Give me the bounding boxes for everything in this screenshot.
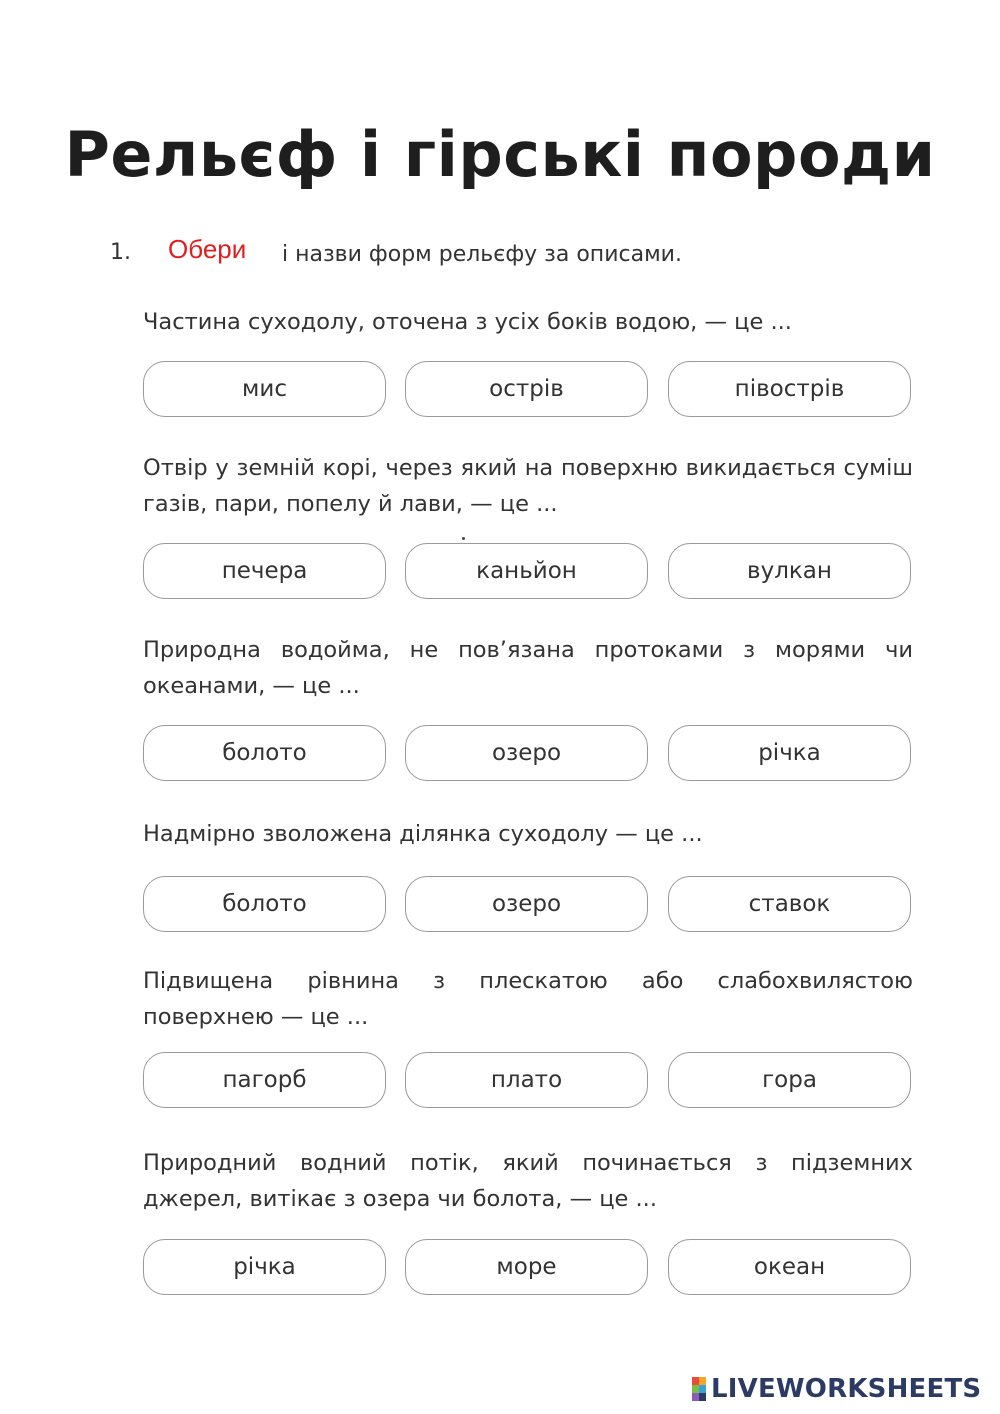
question-text: Надмірно зволожена ділянка суходолу — це ...	[143, 821, 703, 847]
logo-cell	[699, 1377, 706, 1385]
answer-option[interactable]: ставок	[668, 876, 911, 932]
question-text: Підвищена рівнина з плескатою або слабохвилястою поверхнею — це ...	[143, 968, 913, 1030]
logo-cell	[699, 1393, 706, 1401]
answer-option[interactable]: печера	[143, 543, 386, 599]
answer-options-row	[143, 1052, 913, 1110]
answer-option[interactable]: озеро	[405, 876, 648, 932]
answer-options-row	[143, 876, 913, 934]
logo-cell	[692, 1393, 699, 1401]
answer-option[interactable]: мис	[143, 361, 386, 417]
answer-option[interactable]: острів	[405, 361, 648, 417]
answer-option[interactable]: плато	[405, 1052, 648, 1108]
answer-option[interactable]: гора	[668, 1052, 911, 1108]
task-number: 1.	[110, 240, 131, 265]
liveworksheets-logo	[692, 1374, 981, 1404]
logo-cell	[699, 1385, 706, 1393]
answer-options-row	[143, 1239, 913, 1297]
answer-option[interactable]: річка	[668, 725, 911, 781]
answer-options-row	[143, 725, 913, 783]
choose-overlay-label: Обери	[162, 234, 252, 265]
answer-option[interactable]: болото	[143, 876, 386, 932]
logo-text: LIVEWORKSHEETS	[711, 1374, 982, 1404]
logo-cell	[692, 1377, 699, 1385]
answer-option[interactable]: річка	[143, 1239, 386, 1295]
answer-option[interactable]: озеро	[405, 725, 648, 781]
answer-options-row	[143, 361, 913, 419]
answer-option[interactable]: болото	[143, 725, 386, 781]
page-title: Рельєф і гірські породи	[64, 118, 936, 191]
answer-option[interactable]: пагорб	[143, 1052, 386, 1108]
answer-option[interactable]: море	[405, 1239, 648, 1295]
answer-options-row	[143, 543, 913, 601]
logo-icon	[692, 1377, 706, 1401]
answer-option[interactable]: океан	[668, 1239, 911, 1295]
logo-cell	[692, 1385, 699, 1393]
answer-option[interactable]: вулкан	[668, 543, 911, 599]
answer-option[interactable]: каньйон	[405, 543, 648, 599]
question-text: Природна водойма, не пов’язана протоками з морями чи океанами, — це ...	[143, 637, 913, 699]
question-text: Частина суходолу, оточена з усіх боків водою, — це ...	[143, 309, 792, 335]
task-instruction-text: і назви форм рельєфу за описами.	[282, 242, 682, 267]
stray-dot	[462, 537, 465, 540]
question-text: Отвір у земній корі, через який на поверхню викидається суміш газів, пари, попелу й лави, — це ...	[143, 455, 913, 517]
answer-option[interactable]: півострів	[668, 361, 911, 417]
question-text: Природний водний потік, який починається з підземних джерел, витікає з озера чи болота, — це ...	[143, 1150, 913, 1212]
